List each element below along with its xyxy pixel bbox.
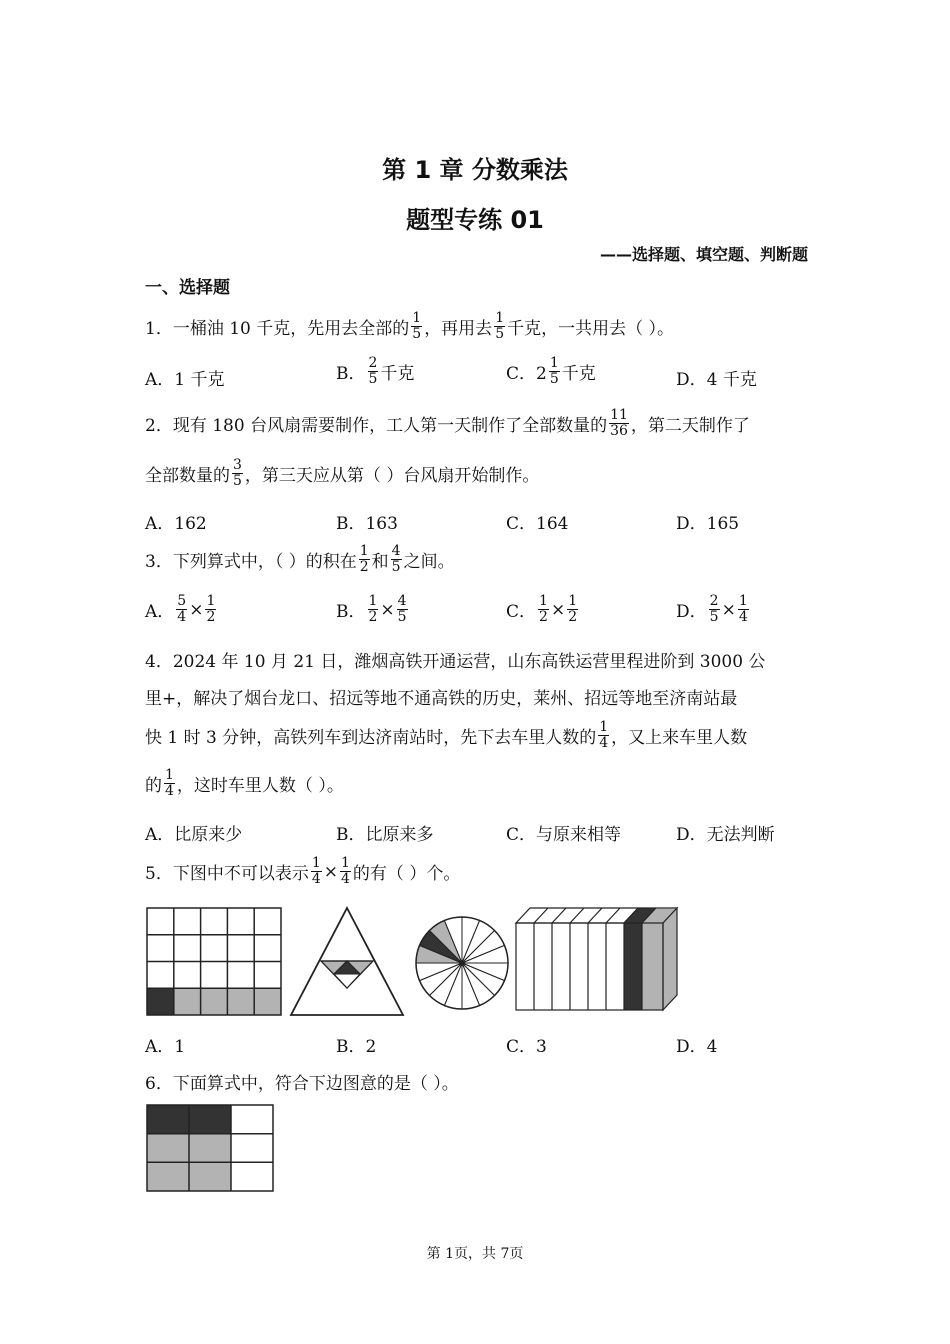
q2-option-a: A．162 (145, 514, 207, 534)
q3-option-c: C． $\frac{1}{2}$ × $\frac{1}{2}$ (506, 593, 578, 625)
q5-figure-triangle (289, 906, 405, 1018)
chapter-title: 第 1 章 分数乘法 (382, 156, 568, 184)
q1-text-2: ，再用去 (424, 319, 493, 339)
q1-option-c: C．2 $\frac{1}{5}$ 千克 (506, 355, 596, 387)
q5-option-c: C．3 (506, 1037, 547, 1057)
q1-option-b: B． $\frac{2}{5}$ 千克 (336, 355, 415, 387)
subtitle: ——选择题、填空题、判断题 (599, 245, 808, 264)
question-2-line-1: 2．现有 180 台风扇需要制作，工人第一天制作了全部数量的 $\frac{11}{36}$ ，第二天制作了 (145, 407, 750, 439)
q4-option-a: A．比原来少 (145, 825, 243, 845)
question-6: 6．下面算式中，符合下边图意的是（ ）。 (145, 1074, 459, 1094)
q1-text-3: 千克，一共用去（ ）。 (507, 319, 675, 339)
q2-option-b: B．163 (336, 514, 398, 534)
q4-option-d: D．无法判断 (676, 825, 775, 845)
question-4-line-1: 4．2024 年 10 月 21 日，潍烟高铁开通运营，山东高铁运营里程进阶到 3000 公 (145, 652, 766, 672)
q5-option-d: D．4 (676, 1037, 718, 1057)
page-footer: 第 1页，共 7页 (426, 1246, 524, 1262)
q5-option-a: A．1 (145, 1037, 186, 1057)
q5-figure-grid (146, 907, 282, 1017)
q5-fraction-1: $\frac{1}{4}$ (311, 855, 321, 887)
q2-fraction-2: $\frac{3}{5}$ (233, 457, 242, 489)
q1-option-d: D．4 千克 (676, 370, 757, 390)
q6-figure-grid (146, 1104, 274, 1192)
q5-option-b: B．2 (336, 1037, 377, 1057)
q4-option-c: C．与原来相等 (506, 825, 622, 845)
q4-fraction-1: $\frac{1}{4}$ (599, 719, 609, 751)
q5-figure-cuboid (514, 906, 682, 1012)
q5-fraction-2: $\frac{1}{4}$ (341, 855, 350, 887)
q3-option-d: D． $\frac{2}{5}$ × $\frac{1}{4}$ (676, 593, 748, 625)
q5-figure-circle (414, 915, 510, 1011)
question-4-line-3: 快 1 时 3 分钟，高铁列车到达济南站时，先下去车里人数的 $\frac{1}{4}$ ，又上来车里人数 (145, 719, 748, 751)
q1-fraction-1: $\frac{1}{5}$ (412, 310, 422, 342)
question-3: 3．下列算式中，（ ）的积在 $\frac{1}{2}$ 和 $\frac{4}{5}$ 之间。 (145, 543, 455, 575)
question-4-line-4: 的 $\frac{1}{4}$ ，这时车里人数（ ）。 (145, 767, 344, 799)
question-1 (145, 311, 674, 342)
q2-option-c: C．164 (506, 514, 569, 534)
q1-fraction-2: $\frac{1}{5}$ (495, 310, 505, 342)
question-5: 5．下图中不可以表示 $\frac{1}{4}$ × $\frac{1}{4}$ 的有（ ）个。 (145, 855, 461, 887)
question-2-line-2: 全部数量的 $\frac{3}{5}$ ，第三天应从第（ ）台风扇开始制作。 (145, 457, 540, 489)
section-title: 一、选择题 (145, 278, 230, 298)
q3-option-b: B． $\frac{1}{2}$ × $\frac{4}{5}$ (336, 593, 407, 625)
question-4-line-2: 里+，解决了烟台龙口、招远等地不通高铁的历史，莱州、招远等地至济南站最 (145, 689, 738, 709)
q1-text-1: 1．一桶油 10 千克，先用去全部的 (145, 319, 410, 339)
set-title: 题型专练 01 (406, 206, 544, 234)
q1-option-a: A．1 千克 (145, 370, 225, 390)
q3-fraction-1: $\frac{1}{2}$ (359, 543, 369, 575)
q4-fraction-2: $\frac{1}{4}$ (165, 767, 174, 799)
q2-option-d: D．165 (676, 514, 740, 534)
q2-fraction-1: $\frac{11}{36}$ (610, 407, 628, 439)
q3-option-a: A． $\frac{5}{4}$ × $\frac{1}{2}$ (145, 593, 216, 625)
q3-fraction-2: $\frac{4}{5}$ (391, 543, 401, 575)
q4-option-b: B．比原来多 (336, 825, 434, 845)
